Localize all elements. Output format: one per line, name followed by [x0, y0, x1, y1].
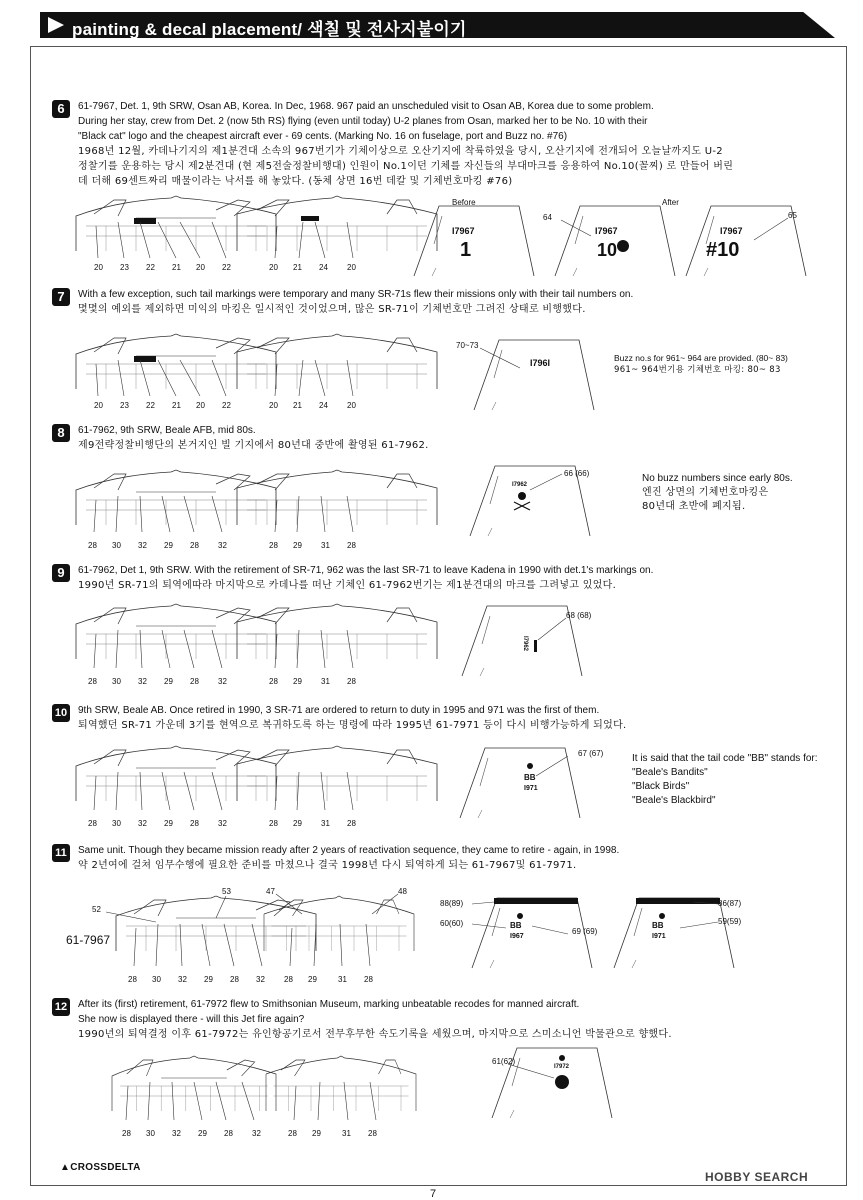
callout-label: 30 — [146, 1129, 155, 1138]
callout-label: 28 — [128, 975, 137, 984]
before-label: Before — [452, 198, 476, 207]
step-number: 8 — [52, 424, 70, 442]
callout-label: 20 — [347, 401, 356, 410]
aircraft-diagram-12 — [112, 1056, 282, 1140]
crossbones-icon — [514, 502, 530, 510]
buzz-note — [642, 472, 793, 514]
callout-label: 23 — [120, 263, 129, 272]
step-number: 11 — [52, 844, 70, 862]
fuselage-code: 61-7967 — [66, 933, 111, 947]
callout-label: 32 — [178, 975, 187, 984]
callout-label: 28 — [284, 975, 293, 984]
callout-label: 28 — [288, 1129, 297, 1138]
callout-label: 32 — [218, 819, 227, 828]
tail-code: I7972 — [554, 1064, 570, 1070]
after-label: After — [662, 198, 679, 207]
text-line: 1968년 12월, 카데나기지의 제1분견대 소속의 967번기가 기체이상으로 오산기지에 착륙하였을 당시, 오산기지에 전개되어 오늘날까지도 U-2 — [78, 146, 723, 157]
unit-emblem-icon — [527, 763, 533, 769]
text-line: 1990년의 퇴역결정 이후 61-7972는 유인항공기로서 전무후무한 속도기록을 세웠으며, 마지막으로 스미소니언 박물관으로 향했다. — [78, 1029, 672, 1040]
callout-label: 29 — [164, 541, 173, 550]
callout-label: 32 — [252, 1129, 261, 1138]
page-header — [0, 0, 863, 44]
callout-label: 29 — [293, 819, 302, 828]
note-line: "Black Birds" — [632, 781, 690, 792]
black-cat-decal — [301, 216, 319, 221]
tail-code: I7967 — [595, 226, 618, 236]
note-line: "Beale's Blackbird" — [632, 795, 716, 806]
callout-label: 28 — [364, 975, 373, 984]
callout-label: 20 — [196, 401, 205, 410]
callout-label: 32 — [172, 1129, 181, 1138]
step-number: 7 — [52, 288, 70, 306]
callout-label: 32 — [138, 819, 147, 828]
callout-label: 29 — [164, 819, 173, 828]
callout-label: 24 — [319, 401, 328, 410]
callout-label: 28 — [190, 541, 199, 550]
step-text — [78, 843, 838, 873]
step-number: 9 — [52, 564, 70, 582]
callout-label: 30 — [152, 975, 161, 984]
callout-label: 28 — [269, 819, 278, 828]
callout-label: 64 — [543, 213, 552, 222]
step-text — [78, 287, 838, 317]
step-text — [78, 423, 838, 453]
tail-code: I7967 — [720, 226, 743, 236]
tail-code: I971 — [524, 785, 538, 792]
tail-before — [414, 206, 534, 278]
callout-label: 28 — [88, 819, 97, 828]
aircraft-diagram-11-right — [262, 888, 422, 988]
callout-label: 70~73 — [456, 341, 479, 350]
tail-code: I796I — [530, 358, 551, 368]
note-line: 961~ 964번기용 기체번호 마킹: 80~ 83 — [614, 365, 781, 375]
callout-label: 28 — [347, 541, 356, 550]
text-line: 1990년 SR-71의 퇴역에따라 마지막으로 카데나를 떠난 기체인 61-7962번기는 제1분견대의 마크를 그려넣고 있었다. — [78, 580, 617, 591]
callout-label: 20 — [196, 263, 205, 272]
note-line: Buzz no.s for 961~ 964 are provided. (80~ 83) — [614, 353, 788, 363]
callout-label: 21 — [172, 401, 181, 410]
unit-emblem-icon — [559, 1055, 565, 1061]
callout-label: 29 — [312, 1129, 321, 1138]
step-text — [78, 997, 838, 1042]
callout-label: 20 — [269, 263, 278, 272]
text-line: 61-7967, Det. 1, 9th SRW, Osan AB, Korea. In Dec, 1968. 967 paid an unscheduled visit to Osan AB, Korea due to some problem. — [78, 101, 654, 112]
tail-9 — [462, 606, 592, 678]
callout-label: 31 — [321, 677, 330, 686]
callout-label: 28 — [230, 975, 239, 984]
tail-code-top: BB — [652, 921, 664, 930]
callout-label: 30 — [112, 677, 121, 686]
tail-after — [686, 206, 816, 278]
black-cat-decal — [134, 218, 156, 224]
aircraft-diagram-12-right — [266, 1056, 426, 1140]
aircraft-diagram-8-right — [237, 470, 437, 550]
callout-label: 52 — [92, 905, 101, 914]
arrow-right-icon — [48, 17, 64, 33]
tail-stripe — [494, 898, 578, 904]
callout-label: 48 — [398, 887, 407, 896]
callout-label: 28 — [269, 541, 278, 550]
callout-label: 32 — [218, 541, 227, 550]
text-line: 9th SRW, Beale AB. Once retired in 1990, 3 SR-71 are ordered to return to duty in 1995 and 971 was the first of them. — [78, 705, 600, 716]
step-text — [78, 563, 838, 593]
callout-label: 32 — [218, 677, 227, 686]
bb-note — [632, 752, 818, 808]
text-line: After its (first) retirement, 61-7972 flew to Smithsonian Museum, marking unbeatable recodes for manned aircraft. — [78, 999, 580, 1010]
callout-label: 69 (69) — [572, 927, 598, 936]
step-text — [78, 703, 838, 733]
tail-10 — [460, 748, 604, 820]
note-line: "Beale's Bandits" — [632, 767, 708, 778]
callout-label: 20 — [269, 401, 278, 410]
callout-label: 68 (68) — [566, 611, 592, 620]
tail-code-top: BB — [524, 773, 536, 782]
callout-label: 21 — [293, 263, 302, 272]
callout-label: 29 — [293, 677, 302, 686]
callout-label: 28 — [88, 541, 97, 550]
aircraft-diagram-11 — [66, 888, 276, 988]
step-text — [78, 99, 838, 189]
callout-label: 31 — [321, 819, 330, 828]
unit-emblem-icon — [517, 913, 523, 919]
callout-label: 28 — [122, 1129, 131, 1138]
callout-label: 31 — [342, 1129, 351, 1138]
callout-label: 29 — [308, 975, 317, 984]
tail-digit: 10 — [597, 240, 618, 260]
tail-code: I7967 — [452, 226, 475, 236]
tail-11-left — [440, 898, 602, 970]
callout-label: 29 — [293, 541, 302, 550]
callout-label: 67 (67) — [578, 749, 604, 758]
callout-label: 47 — [266, 887, 275, 896]
callout-label: 24 — [319, 263, 328, 272]
unit-emblem-icon — [659, 913, 665, 919]
callout-label: 20 — [347, 263, 356, 272]
callout-label: 22 — [222, 263, 231, 272]
watermark: HOBBY SEARCH — [705, 1170, 809, 1184]
text-line: 61-7962, 9th SRW, Beale AFB, mid 80s. — [78, 425, 256, 436]
text-line: 몇몇의 예외를 제외하면 미익의 마킹은 일시적인 것이었으며, 많은 SR-71이 기체번호만 그려진 상태로 비행했다. — [78, 304, 586, 315]
tail-code: I7962 — [512, 482, 528, 488]
callout-label: 31 — [321, 541, 330, 550]
callout-label: 59(59) — [718, 917, 742, 926]
callout-label: 28 — [190, 677, 199, 686]
aircraft-right-view — [237, 196, 437, 251]
callout-label: 86(87) — [718, 899, 742, 908]
tail-code: I967 — [510, 933, 524, 940]
callout-label: 28 — [88, 677, 97, 686]
text-line: "Black cat" logo and the cheapest aircraft ever - 69 cents. (Marking No. 16 on fuselage, port and Buzz no. #76) — [78, 131, 568, 142]
tail-code: I7962 — [522, 636, 528, 652]
note-line: 80년대 초반에 폐지됨. — [642, 501, 746, 512]
aircraft-diagram-9-right — [237, 604, 437, 688]
callout-label: 30 — [112, 541, 121, 550]
note-line: It is said that the tail code "BB" stands for: — [632, 753, 818, 764]
step-number: 10 — [52, 704, 70, 722]
tail-code-top: BB — [510, 921, 522, 930]
callout-label: 61(62) — [492, 1057, 516, 1066]
skull-icon — [518, 492, 526, 500]
aircraft-diagram-6-right — [237, 196, 437, 276]
callout-label: 28 — [224, 1129, 233, 1138]
callout-label: 30 — [112, 819, 121, 828]
callout-label: 23 — [120, 401, 129, 410]
callout-label: 22 — [146, 401, 155, 410]
tail-digit: #10 — [706, 239, 740, 261]
callout-label: 22 — [146, 263, 155, 272]
callout-label: 20 — [94, 401, 103, 410]
tail-7 — [456, 340, 604, 412]
note-line: No buzz numbers since early 80s. — [642, 473, 793, 484]
callout-label: 29 — [198, 1129, 207, 1138]
text-line: 데 더해 69센트짜리 매물이라는 낙서를 해 놓았다. (동체 상면 16번 데칼 및 기체번호마킹 #76) — [78, 176, 513, 187]
callout-label: 66 (66) — [564, 469, 590, 478]
tail-12 — [492, 1048, 612, 1120]
text-line: 제9전략정찰비행단의 본거지인 빌 기지에서 80년대 중반에 촬영된 61-7962. — [78, 440, 429, 451]
callout-label: 28 — [368, 1129, 377, 1138]
callout-label: 88(89) — [440, 899, 464, 908]
tail-mid — [543, 206, 675, 278]
det1-mark-icon — [534, 640, 537, 652]
callout-label: 53 — [222, 887, 231, 896]
callout-label: 65 — [788, 211, 797, 220]
step-number: 6 — [52, 100, 70, 118]
callout-label: 32 — [138, 541, 147, 550]
cat-logo-icon — [617, 240, 629, 252]
tail-11-right — [614, 898, 744, 970]
text-line: 약 2년여에 걸쳐 임무수행에 필요한 준비를 마쳤으나 결국 1998년 다시 퇴역하게 되는 61-7967및 61-7971. — [78, 860, 577, 871]
aircraft-diagram-7-right — [237, 334, 437, 414]
callout-label: 32 — [256, 975, 265, 984]
text-line: With a few exception, such tail markings were temporary and many SR-71s flew their missions only with their tail numbers on. — [78, 289, 634, 300]
tail-digit: 1 — [460, 239, 472, 261]
note-line: 엔진 상면의 기체번호마킹은 — [642, 487, 769, 498]
page-number: 7 — [430, 1188, 437, 1200]
callout-label: 21 — [172, 263, 181, 272]
text-line: 퇴역했던 SR-71 가운데 3기를 현역으로 복귀하도록 하는 명령에 따라 1995년 61-7971 등이 다시 비행가능하게 되었다. — [78, 720, 627, 731]
callout-label: 28 — [347, 677, 356, 686]
callout-label: 60(60) — [440, 919, 464, 928]
callout-label: 29 — [164, 677, 173, 686]
callout-label: 29 — [204, 975, 213, 984]
callout-label: 28 — [269, 677, 278, 686]
text-line: Same unit. Though they became mission ready after 2 years of reactivation sequence, they came to retire - again, in 1998. — [78, 845, 620, 856]
buzz-note — [614, 352, 788, 376]
step-number: 12 — [52, 998, 70, 1016]
page-title: painting & decal placement/ 색칠 및 전사지붙이기 — [72, 20, 467, 39]
text-line: She now is displayed there - will this Jet fire again? — [78, 1014, 305, 1025]
cat-logo-icon — [555, 1075, 569, 1089]
brand-logo: ▲CROSSDELTA — [60, 1162, 141, 1173]
callout-label: 32 — [138, 677, 147, 686]
callout-label: 28 — [190, 819, 199, 828]
tail-8 — [470, 466, 590, 538]
text-line: During her stay, crew from Det. 2 (now 5th RS) flying (even until today) U-2 planes from Osan, marked her to be No. 10 with their — [78, 116, 648, 127]
tail-code: I971 — [652, 933, 666, 940]
callout-label: 22 — [222, 401, 231, 410]
aircraft-diagram-10-right — [237, 746, 437, 830]
callout-label: 31 — [338, 975, 347, 984]
callout-label: 21 — [293, 401, 302, 410]
callout-label: 28 — [347, 819, 356, 828]
text-line: 61-7962, Det 1, 9th SRW. With the retirement of SR-71, 962 was the last SR-71 to leave Kadena in 1990 with det.1's markings on. — [78, 565, 654, 576]
callout-label: 20 — [94, 263, 103, 272]
text-line: 정찰기를 운용하는 당시 제2분견대 (현 제5전술정찰비행대) 인원이 No.1이던 기체를 자신들의 부대마크를 응용하여 No.10(꼴찌) 로 만들어 버린 — [78, 161, 734, 172]
